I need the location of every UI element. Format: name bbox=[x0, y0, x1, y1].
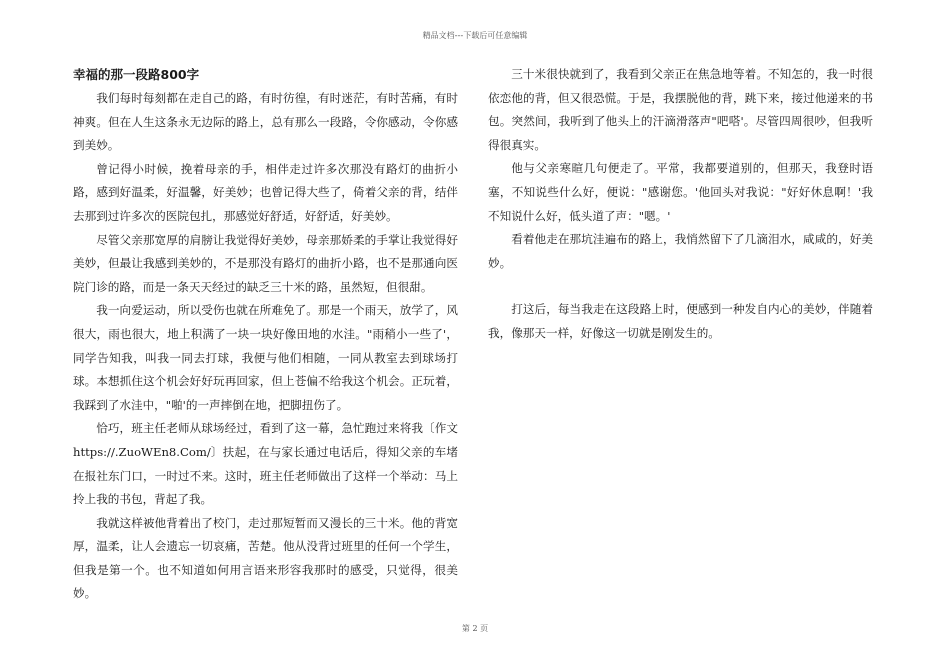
left-column bbox=[73, 63, 458, 606]
paragraph: 三十米很快就到了，我看到父亲正在焦急地等着。不知怎的，我一时很依恋他的背，但又很恐慌。于是，我摆脱他的背，跳下来，接过他递来的书包。突然间，我听到了他头上的汗滴滑落声"吧嗒'。尽管四周很吵，但我听得很真实。 bbox=[488, 67, 873, 152]
paragraph: 他与父亲寒暄几句便走了。平常，我都要道别的，但那天，我登时语塞，不知说些什么好，便说："感谢您。'他回头对我说："好好休息啊！'我不知说什么好，低头道了声："嗯。' bbox=[488, 161, 873, 223]
page-number: 第 2 页 bbox=[461, 624, 489, 633]
paragraph: 打这后，每当我走在这段路上时，便感到一种发自内心的美妙，伴随着我，像那天一样，好像这一切就是刚发生的。 bbox=[488, 302, 873, 340]
paragraph: 恰巧，班主任老师从球场经过，看到了这一幕，急忙跑过来将我〔作文https://.ZuoWEn8.Com/〕扶起，在与家长通过电话后，得知父亲的车堵在报社东门口，一时过不来。这时，班主任老师做出了这样一个举动：马上拎上我的书包，背起了我。 bbox=[73, 421, 458, 507]
paragraph: 看着他走在那坑洼遍布的路上，我悄然留下了几滴泪水，咸咸的，好美妙。 bbox=[488, 232, 873, 270]
paragraph: 我们每时每刻都在走自己的路，有时彷徨，有时迷茫，有时苦痛，有时神爽。但在人生这条永无边际的路上，总有那么一段路，令你感动，令你感到美妙。 bbox=[73, 91, 458, 153]
paragraph: 尽管父亲那宽厚的肩膀让我觉得好美妙，母亲那娇柔的手掌让我觉得好美妙，但最让我感到美妙的，不是那没有路灯的曲折小路，也不是那通向医院门诊的路，而是一条天天经过的缺乏三十米的路，虽然短，但很甜。 bbox=[73, 232, 458, 294]
right-column bbox=[488, 63, 873, 346]
article-title: 幸福的那一段路800字 bbox=[73, 67, 200, 82]
page-header: 精品文档---下载后可任意编辑 bbox=[422, 31, 528, 40]
paragraph: 曾记得小时候，挽着母亲的手，相伴走过许多次那没有路灯的曲折小路，感到好温柔，好温馨，好美妙；也曾记得大些了，倚着父亲的背，结伴去那到过许多次的医院包扎，那感觉好舒适，好舒适，好美妙。 bbox=[73, 161, 458, 223]
paragraph: 我就这样被他背着出了校门，走过那短暂而又漫长的三十米。他的背宽厚，温柔，让人会遗忘一切哀痛，苦楚。他从没背过班里的任何一个学生，但我是第一个。也不知道如何用言语来形容我那时的感受，只觉得，很美妙。 bbox=[73, 515, 458, 601]
paragraph: 我一向爱运动，所以受伤也就在所难免了。那是一个雨天，放学了，风很大，雨也很大，地上积满了一块一块好像田地的水洼。"雨稍小一些了'，同学告知我，叫我一同去打球，我便与他们相随，一同从教室去到球场打球。本想抓住这个机会好好玩再回家，但上苍偏不给我这个机会。正玩着，我踩到了水洼中，"啪'的一声摔倒在地，把脚扭伤了。 bbox=[73, 303, 458, 412]
